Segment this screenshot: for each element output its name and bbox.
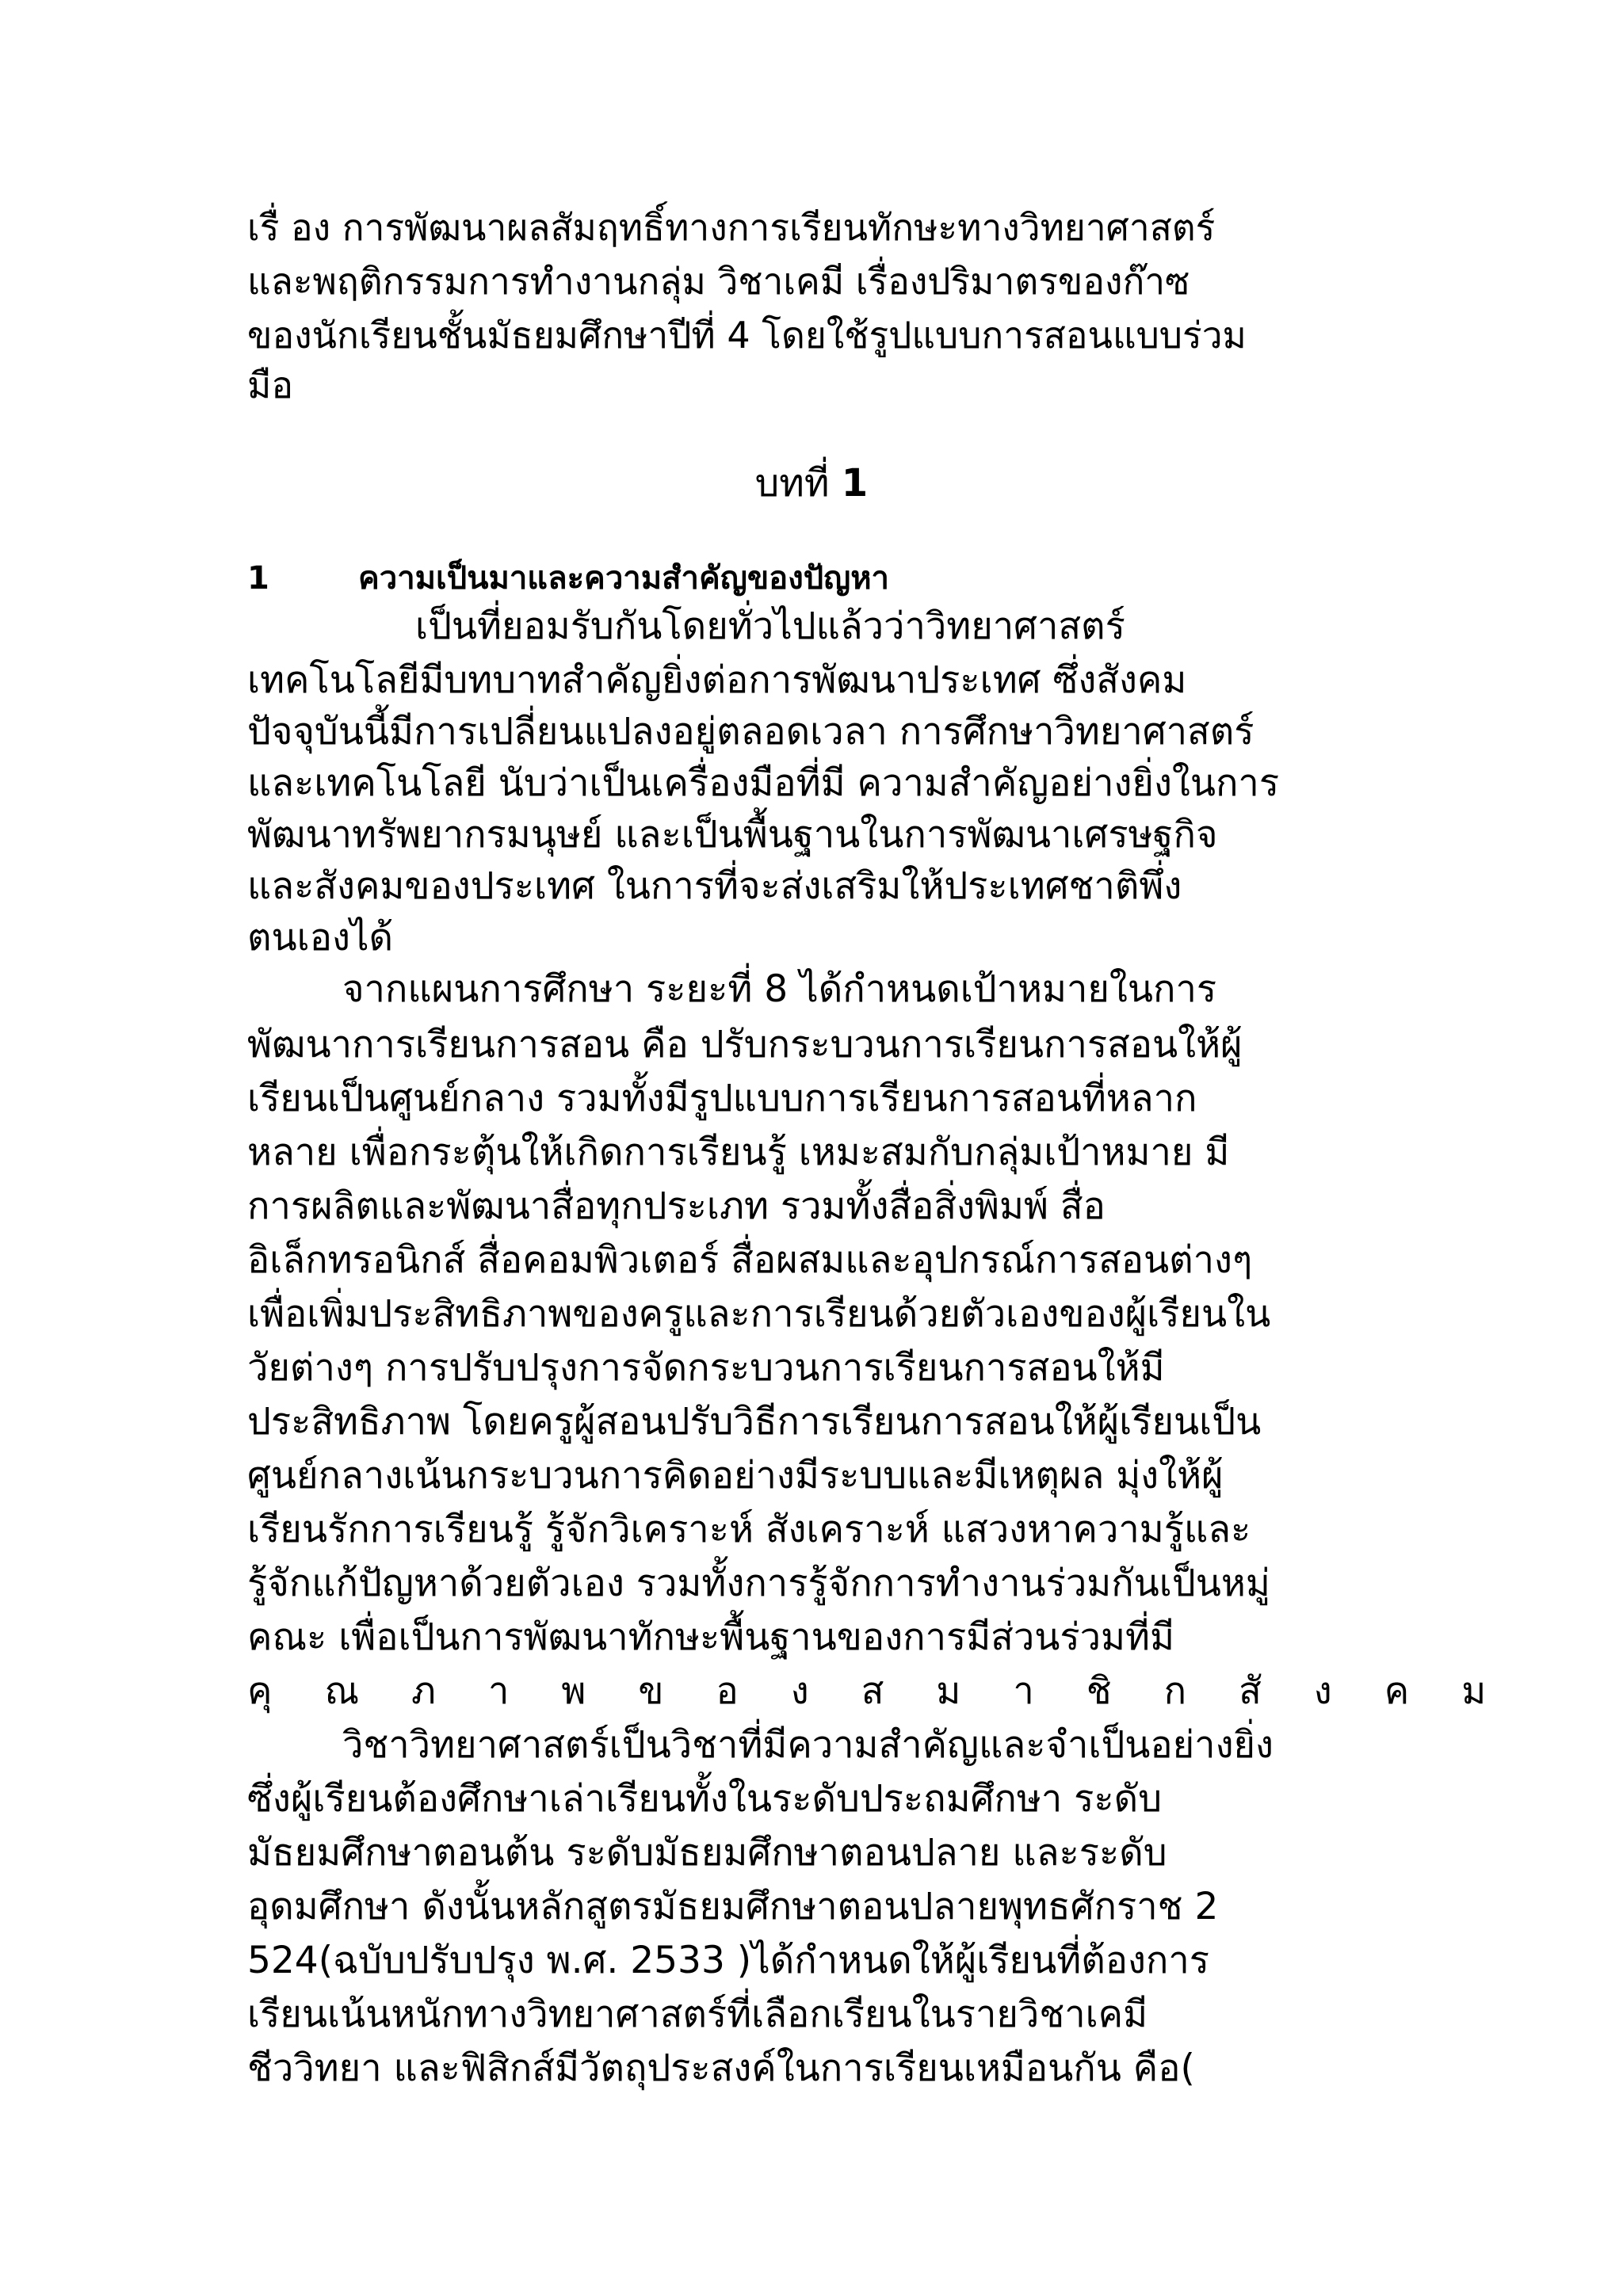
- body-line: เทคโนโลยีมีบทบาทสำคัญยิ่งต่อการพัฒนาประเทศ ซึ่งสังคม: [247, 658, 1187, 702]
- body-line: ประสิทธิภาพ โดยครูผู้สอนปรับวิธีการเรียนการสอนให้ผู้เรียนเป็น: [247, 1400, 1262, 1444]
- title-line-4: มือ: [247, 364, 293, 406]
- body-line: คุณภาพของสมาชิกสังคม: [247, 1669, 1539, 1713]
- body-line: ตนเองได้: [247, 916, 394, 959]
- body-line: รู้จักแก้ปัญหาด้วยตัวเอง รวมทั้งการรู้จักการทำงานร่วมกันเป็นหมู่: [247, 1562, 1270, 1605]
- body-line: เรียนเป็นศูนย์กลาง รวมทั้งมีรูปแบบการเรียนการสอนที่หลาก: [247, 1077, 1197, 1120]
- chapter-label: บทที่: [754, 461, 830, 505]
- body-line: เป็นที่ยอมรับกันโดยทั่วไปแล้วว่าวิทยาศาสตร์: [415, 605, 1125, 648]
- body-line: 524(ฉบับปรับปรุง พ.ศ. 2533 )ได้กำหนดให้ผู้เรียนที่ต้องการ: [247, 1939, 1209, 1982]
- chapter-title: [0, 456, 1623, 511]
- body-line: เรียนรักการเรียนรู้ รู้จักวิเคราะห์ สังเคราะห์ แสวงหาความรู้และ: [247, 1508, 1251, 1551]
- section-heading-text: ความเป็นมาและความสำคัญของปัญหา: [358, 560, 890, 597]
- body-line: การผลิตและพัฒนาสื่อทุกประเภท รวมทั้งสื่อสิ่งพิมพ์ สื่อ: [247, 1184, 1106, 1228]
- body-line: วัยต่างๆ การปรับปรุงการจัดกระบวนการเรียนการสอนให้มี: [247, 1346, 1165, 1390]
- body-line: คณะ เพื่อเป็นการพัฒนาทักษะพื้นฐานของการมีส่วนร่วมที่มี: [247, 1615, 1174, 1659]
- body-line: ชีววิทยา และฟิสิกส์มีวัตถุประสงค์ในการเรียนเหมือนกัน คือ(: [247, 2046, 1195, 2090]
- body-line: พัฒนาทรัพยากรมนุษย์ และเป็นพื้นฐานในการพัฒนาเศรษฐกิจ: [247, 813, 1218, 856]
- body-line: อิเล็กทรอนิกส์ สื่อคอมพิวเตอร์ สื่อผสมและอุปกรณ์การสอนต่างๆ: [247, 1238, 1253, 1282]
- body-line: เรียนเน้นหนักทางวิทยาศาสตร์ที่เลือกเรียนในรายวิชาเคมี: [247, 1993, 1148, 2036]
- body-line: และสังคมของประเทศ ในการที่จะส่งเสริมให้ประเทศชาติพึ่ง: [247, 864, 1182, 908]
- title-line-1: เรื่ อง การพัฒนาผลสัมฤทธิ์ทางการเรียนทักษะทางวิทยาศาสตร์: [247, 206, 1216, 249]
- body-line: วิชาวิทยาศาสตร์เป็นวิชาที่มีความสำคัญและจำเป็นอย่างยิ่ง: [342, 1723, 1274, 1767]
- title-line-2: และพฤติกรรมการทำงานกลุ่ม วิชาเคมี เรื่องปริมาตรของก๊าซ: [247, 260, 1190, 303]
- body-line: มัธยมศึกษาตอนต้น ระดับมัธยมศึกษาตอนปลาย และระดับ: [247, 1831, 1167, 1875]
- body-line: หลาย เพื่อกระตุ้นให้เกิดการเรียนรู้ เหมะสมกับกลุ่มเป้าหมาย มี: [247, 1131, 1230, 1174]
- section-number: 1: [247, 560, 269, 597]
- title-line-3: ของนักเรียนชั้นมัธยมศึกษาปีที่ 4 โดยใช้รูปแบบการสอนแบบร่วม: [247, 314, 1247, 357]
- body-line: และเทคโนโลยี นับว่าเป็นเครื่องมือที่มี ความสำคัญอย่างยิ่งในการ: [247, 761, 1280, 805]
- body-line: อุดมศึกษา ดังนั้นหลักสูตรมัธยมศึกษาตอนปลายพุทธศักราช 2: [247, 1885, 1219, 1928]
- body-line: เพื่อเพิ่มประสิทธิภาพของครูและการเรียนด้วยตัวเองของผู้เรียนใน: [247, 1292, 1271, 1336]
- chapter-number: 1: [841, 461, 869, 505]
- body-line: ปัจจุบันนี้มีการเปลี่ยนแปลงอยู่ตลอดเวลา การศึกษาวิทยาศาสตร์: [247, 710, 1254, 753]
- body-line: ศูนย์กลางเน้นกระบวนการคิดอย่างมีระบบและมีเหตุผล มุ่งให้ผู้: [247, 1454, 1224, 1497]
- body-line: ซึ่งผู้เรียนต้องศึกษาเล่าเรียนทั้งในระดับประถมศึกษา ระดับ: [247, 1777, 1163, 1821]
- body-line: พัฒนาการเรียนการสอน คือ ปรับกระบวนการเรียนการสอนให้ผู้: [247, 1023, 1243, 1066]
- body-line: จากแผนการศึกษา ระยะที่ 8 ได้กำหนดเป้าหมายในการ: [342, 967, 1217, 1011]
